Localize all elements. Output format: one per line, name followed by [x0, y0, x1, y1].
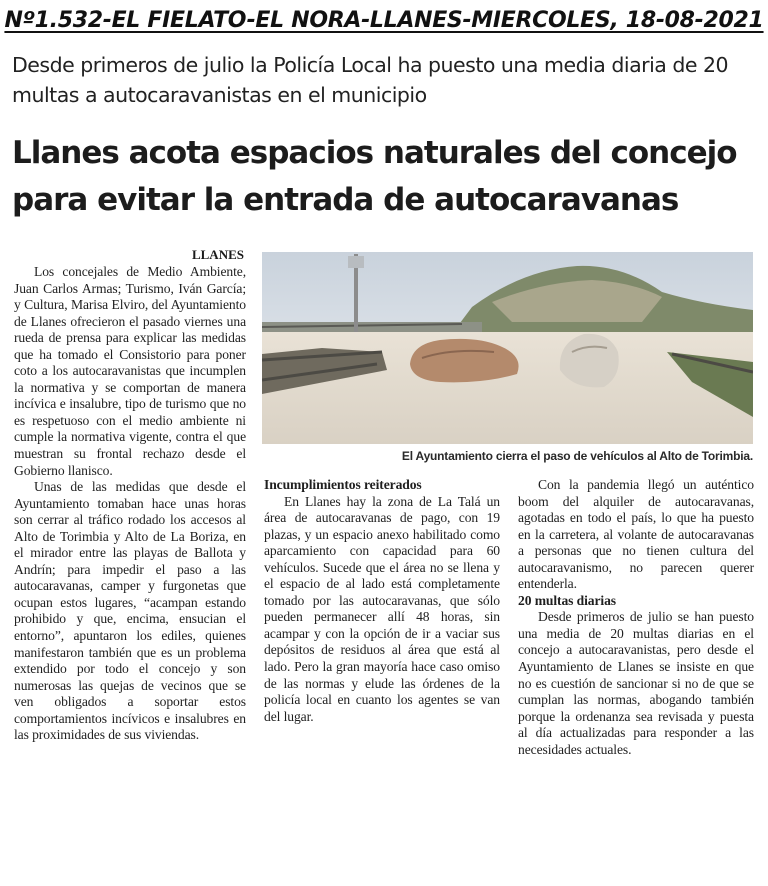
subhead-incumplimientos: Incumplimientos reiterados	[264, 477, 422, 492]
paragraph-5: Desde primeros de julio se han puesto una media de 20 multas diarias en el concejo a autocaravanistas, pero desde el Ayuntamiento de Llanes se insiste en que no es cuestión de sancionar si no de que se cumplan las normas, abogando también porque la ordenanza sea revisada y puesta al día actualizadas para responder a las necesidades actuales.	[518, 609, 754, 757]
paragraph-2: Unas de las medidas que desde el Ayuntamiento tomaban hace unas horas son cerrar al tráfico rodado los accesos al Alto de Torimbia y Alto de La Boriza, en el mirador entre las playas de Ballota y Andrín; para impedir el paso a las autocaravanas, camper y furgonetas que ocupan estos lugares, “acampan estando prohibido y que, encima, ensucian el entorno”, apuntaron los ediles, quienes manifestaron también que es un problema extendido por todo el concejo y son numerosas las quejas de vecinos que se ven obligados a soportar estos comportamientos incívicos e insalubres en las proximidades de sus viviendas.	[14, 479, 246, 743]
photo-caption: El Ayuntamiento cierra el paso de vehículos al Alto de Torimbia.	[401, 449, 753, 463]
paragraph-3: En Llanes hay la zona de La Talá un área de autocaravanas de pago, con 19 plazas, y un espacio anexo habilitado como aparcamiento con capacidad para 60 vehículos. Sucede que el área no se llena y el espacio de al lado está completamente tomado por las autocaravanas, que sólo pueden permanecer allí 48 horas, sin acampar y con la opción de ir a vaciar sus depósitos de residuos al área que está al lado. Pero la gran mayoría hace caso omiso de las normas y elude las órdenes de la policía local en cuanto los agentes se van del lugar.	[264, 493, 500, 724]
subhead-multas: 20 multas diarias	[518, 592, 616, 608]
masthead: Nº1.532-EL FIELATO-EL NORA-LLANES-MIERCOLES, 18-08-2021	[4, 8, 764, 33]
paragraph-4: Con la pandemia llegó un auténtico boom del alquiler de autocaravanas, agotadas en todo el país, lo que ha puesto en la carretera, al volante de autocaravanas a personas que no tienen cultura del autocaravanismo, no parecen querer entenderla.	[518, 477, 754, 592]
article-column-2	[264, 477, 500, 725]
article-photo	[262, 252, 753, 444]
article-column-3	[518, 477, 754, 758]
paragraph-1: Los concejales de Medio Ambiente, Juan Carlos Armas; Turismo, Iván García; y Cultura, Marisa Elviro, del Ayuntamiento de Llanes ofrecieron el pasado viernes una rueda de prensa para explicar las medidas que ha tomado el Consistorio para poner coto a los autocaravanistas que incumplen la normativa y se comportan de manera incívica e insalubre, tipo de turismo que no es respetuoso con el medio ambiente ni cumple la normativa vigente, contra el que muestran su frontal rechazo desde el Gobierno llanisco.	[14, 264, 246, 478]
photo-illustration	[262, 252, 753, 444]
kicker: Desde primeros de julio la Policía Local ha puesto una media diaria de 20 multas a autocaravanistas en el municipio	[12, 53, 729, 107]
byline: LLANES	[191, 247, 244, 262]
headline: Llanes acota espacios naturales del concejo para evitar la entrada de autocaravanas	[12, 135, 737, 218]
article-column-1	[14, 264, 246, 744]
